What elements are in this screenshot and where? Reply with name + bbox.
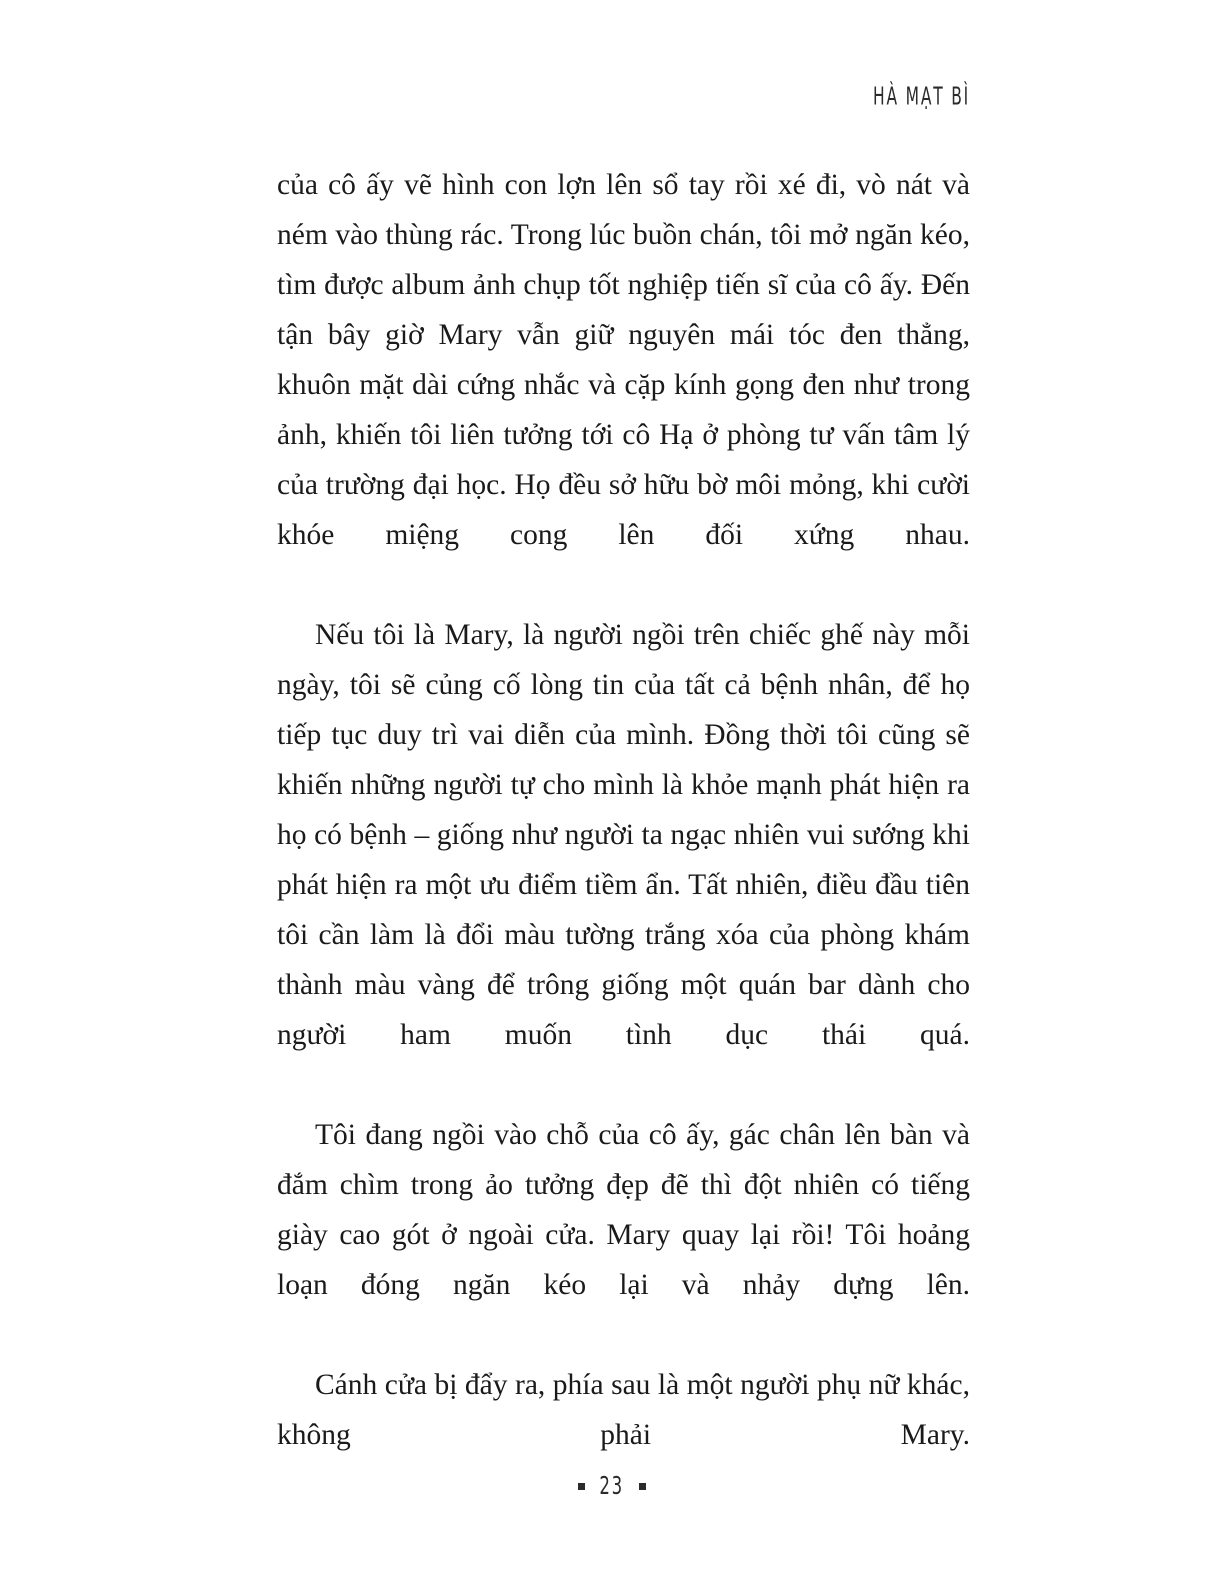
page-number: 23 (599, 1472, 625, 1501)
paragraph: Tôi đang ngồi vào chỗ của cô ấy, gác chân lên bàn và đắm chìm trong ảo tưởng đẹp đẽ thì đột nhiên có tiếng giày cao gót ở ngoài cửa. Mary quay lại rồi! Tôi hoảng loạn đóng ngăn kéo lại và nhảy dựng lên. (277, 1119, 970, 1301)
body-text-block (277, 160, 970, 1510)
paragraph: Cánh cửa bị đẩy ra, phía sau là một người phụ nữ khác, không phải Mary. (277, 1369, 970, 1451)
paragraph: của cô ấy vẽ hình con lợn lên sổ tay rồi xé đi, vò nát và ném vào thùng rác. Trong lúc buồn chán, tôi mở ngăn kéo, tìm được album ảnh chụp tốt nghiệp tiến sĩ của cô ấy. Đến tận bây giờ Mary vẫn giữ nguyên mái tóc đen thẳng, khuôn mặt dài cứng nhắc và cặp kính gọng đen như trong ảnh, khiến tôi liên tưởng tới cô Hạ ở phòng tư vấn tâm lý của trường đại học. Họ đều sở hữu bờ môi mỏng, khi cười khóe miệng cong lên đối xứng nhau. (277, 169, 970, 551)
page-footer (0, 1472, 1224, 1501)
square-bullet-icon (578, 1483, 585, 1490)
running-head: HÀ MẠT BÌ (873, 81, 970, 111)
square-bullet-icon (639, 1483, 646, 1490)
paragraph: Nếu tôi là Mary, là người ngồi trên chiếc ghế này mỗi ngày, tôi sẽ củng cố lòng tin của tất cả bệnh nhân, để họ tiếp tục duy trì vai diễn của mình. Đồng thời tôi cũng sẽ khiến những người tự cho mình là khỏe mạnh phát hiện ra họ có bệnh – giống như người ta ngạc nhiên vui sướng khi phát hiện ra một ưu điểm tiềm ẩn. Tất nhiên, điều đầu tiên tôi cần làm là đổi màu tường trắng xóa của phòng khám thành màu vàng để trông giống một quán bar dành cho người ham muốn tình dục thái quá. (277, 619, 970, 1051)
